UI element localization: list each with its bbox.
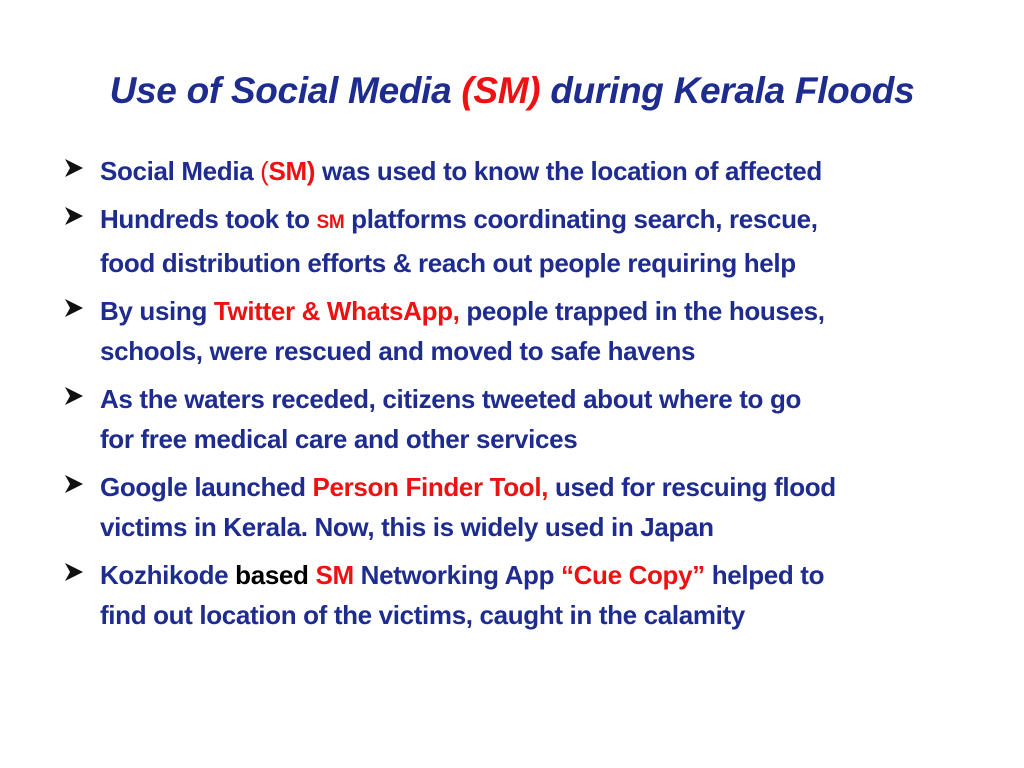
arrow-bullet-icon — [64, 474, 84, 494]
bullet-highlight: Twitter & WhatsApp, — [213, 296, 460, 326]
title-text-end: during Kerala Floods — [540, 70, 915, 111]
bullet-item — [62, 291, 992, 371]
bullet-line: food distribution efforts & reach out people requiring help — [100, 248, 796, 278]
bullet-highlight: SM) — [268, 156, 316, 186]
arrow-bullet-icon — [64, 298, 84, 318]
bullet-highlight: “Cue Copy” — [560, 560, 705, 590]
bullet-list — [62, 151, 992, 643]
bullet-text: people trapped in the houses, — [459, 296, 825, 326]
arrow-bullet-icon — [64, 386, 84, 406]
bullet-item — [62, 379, 992, 459]
bullet-text: Hundreds took to — [100, 204, 317, 234]
bullet-text: was used to know the location of affected — [315, 156, 822, 186]
bullet-text: helped to — [704, 560, 825, 590]
bullet-line: As the waters receded, citizens tweeted about where to go — [100, 384, 802, 414]
bullet-item — [62, 555, 992, 635]
bullet-item — [62, 467, 992, 547]
title-highlight: (SM) — [461, 70, 541, 111]
bullet-item — [62, 199, 992, 283]
bullet-line — [100, 467, 992, 507]
bullet-emphasis: based — [235, 560, 309, 590]
bullet-text: Google launched — [100, 472, 313, 502]
bullet-line: schools, were rescued and moved to safe havens — [100, 336, 696, 366]
bullet-line: find out location of the victims, caught in the calamity — [100, 600, 745, 630]
arrow-bullet-icon — [64, 206, 84, 226]
bullet-highlight: SM — [315, 560, 354, 590]
bullet-highlight: SM — [316, 212, 345, 233]
bullet-line — [100, 199, 992, 243]
bullet-text: platforms coordinating search, rescue, — [344, 204, 818, 234]
bullet-line — [100, 151, 992, 191]
bullet-highlight: Person Finder Tool, — [312, 472, 549, 502]
bullet-line — [100, 291, 992, 331]
bullet-text: used for rescuing flood — [548, 472, 836, 502]
bullet-highlight: ( — [260, 156, 269, 186]
arrow-bullet-icon — [64, 562, 84, 582]
bullet-line: for free medical care and other services — [100, 424, 578, 454]
slide-title — [0, 70, 1024, 112]
bullet-text: Networking App — [353, 560, 561, 590]
bullet-line — [100, 555, 992, 595]
arrow-bullet-icon — [64, 158, 84, 178]
bullet-item — [62, 151, 992, 191]
bullet-text: By using — [100, 296, 214, 326]
bullet-line: victims in Kerala. Now, this is widely used in Japan — [100, 512, 714, 542]
bullet-text: Social Media — [100, 156, 261, 186]
bullet-text: Kozhikode — [100, 560, 236, 590]
title-text: Use of Social Media — [109, 70, 462, 111]
